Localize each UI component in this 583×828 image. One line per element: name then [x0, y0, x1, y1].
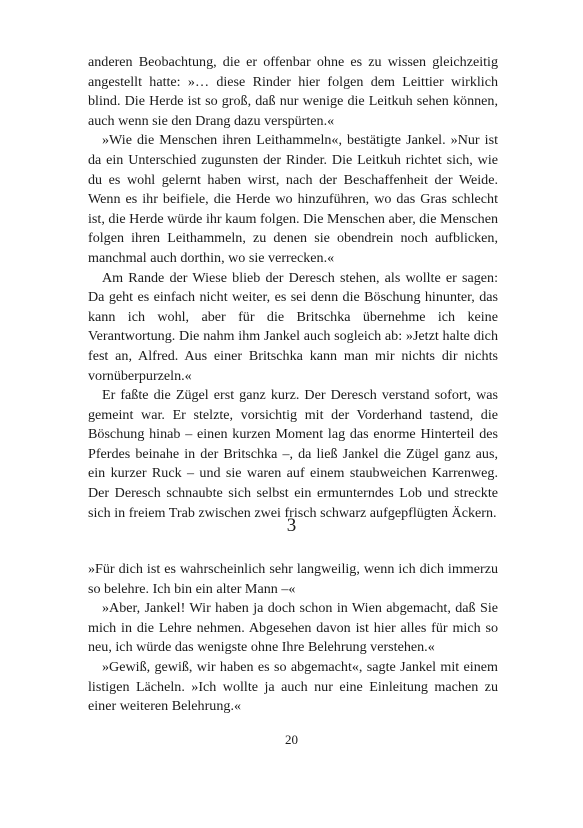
paragraph: »Gewiß, gewiß, wir haben es so abgemacht«, sagte Jankel mit einem listigen Lächeln. »Ich wollte ja auch nur eine Einleitung machen zu einer weiteren Belehrung.«: [88, 658, 498, 715]
body-text-bottom: [88, 560, 498, 717]
page-number: 20: [285, 732, 298, 747]
paragraph: Er faßte die Zügel erst ganz kurz. Der Deresch verstand sofort, was gemeint war. Er stelzte, vorsichtig mit der Vorderhand tastend, die Böschung hinab – einen kurzen Moment lag das enorme Hinterteil des Pferdes beinahe in der Britschka –, da ließ Jankel die Zügel ganz aus, ein kurzer Ruck – und sie waren auf einem staubweichen Karrenweg. Der Deresch schnaubte sich selbst ein ermunterndes Lob und streckte sich in freiem Trab zwischen zwei frisch schwarz aufgepflügten Äckern.: [88, 387, 498, 521]
chapter-number: 3: [286, 515, 297, 536]
paragraph: »Aber, Jankel! Wir haben ja doch schon in Wien abgemacht, daß Sie mich in die Lehre nehmen. Abgesehen davon ist hier alles für mich so neu, ich würde das wenigste ohne Ihre Belehrung verstehen.«: [88, 600, 498, 656]
paragraph: Am Rande der Wiese blieb der Deresch stehen, als wollte er sagen: Da geht es einfach nicht weiter, es sei denn die Böschung hinunter, das kann ich wohl, aber für die Britschka übernehme ich keine Verantwortung. Die nahm ihm Jankel auch sogleich ab: »Jetzt halte dich fest an, Alfred. Aus einer Britschka kann man mir nichts dir nichts vornüberpurzeln.«: [88, 269, 498, 384]
paragraph: »Für dich ist es wahrscheinlich sehr langweilig, wenn ich dich immerzu so belehre. Ich bin ein alter Mann –«: [88, 561, 498, 597]
body-text-top: [88, 53, 498, 523]
paragraph: »Wie die Menschen ihren Leithammeln«, bestätigte Jankel. »Nur ist da ein Unterschied zugunsten der Rinder. Die Leitkuh richtet sich, wie du es wohl gelernt haben wirst, nach der Beschaffenheit der Weide. Wenn es ihr beifiele, die Herde wo hinzuführen, wo das Gras schlecht ist, die Herde würde ihr kaum folgen. Die Menschen aber, die Menschen folgen ihren Leithammeln, zu denen sie obendrein noch aufblicken, manchmal auch dorthin, wo sie verrecken.«: [88, 132, 498, 266]
paragraph: anderen Beobachtung, die er offenbar ohne es zu wissen gleichzeitig angestellt hatte: »… diese Rinder hier folgen dem Leittier wirklich blind. Die Herde ist so groß, daß nur wenige die Leitkuh sehen können, auch wenn sie den Drang dazu verspürten.«: [88, 54, 498, 129]
